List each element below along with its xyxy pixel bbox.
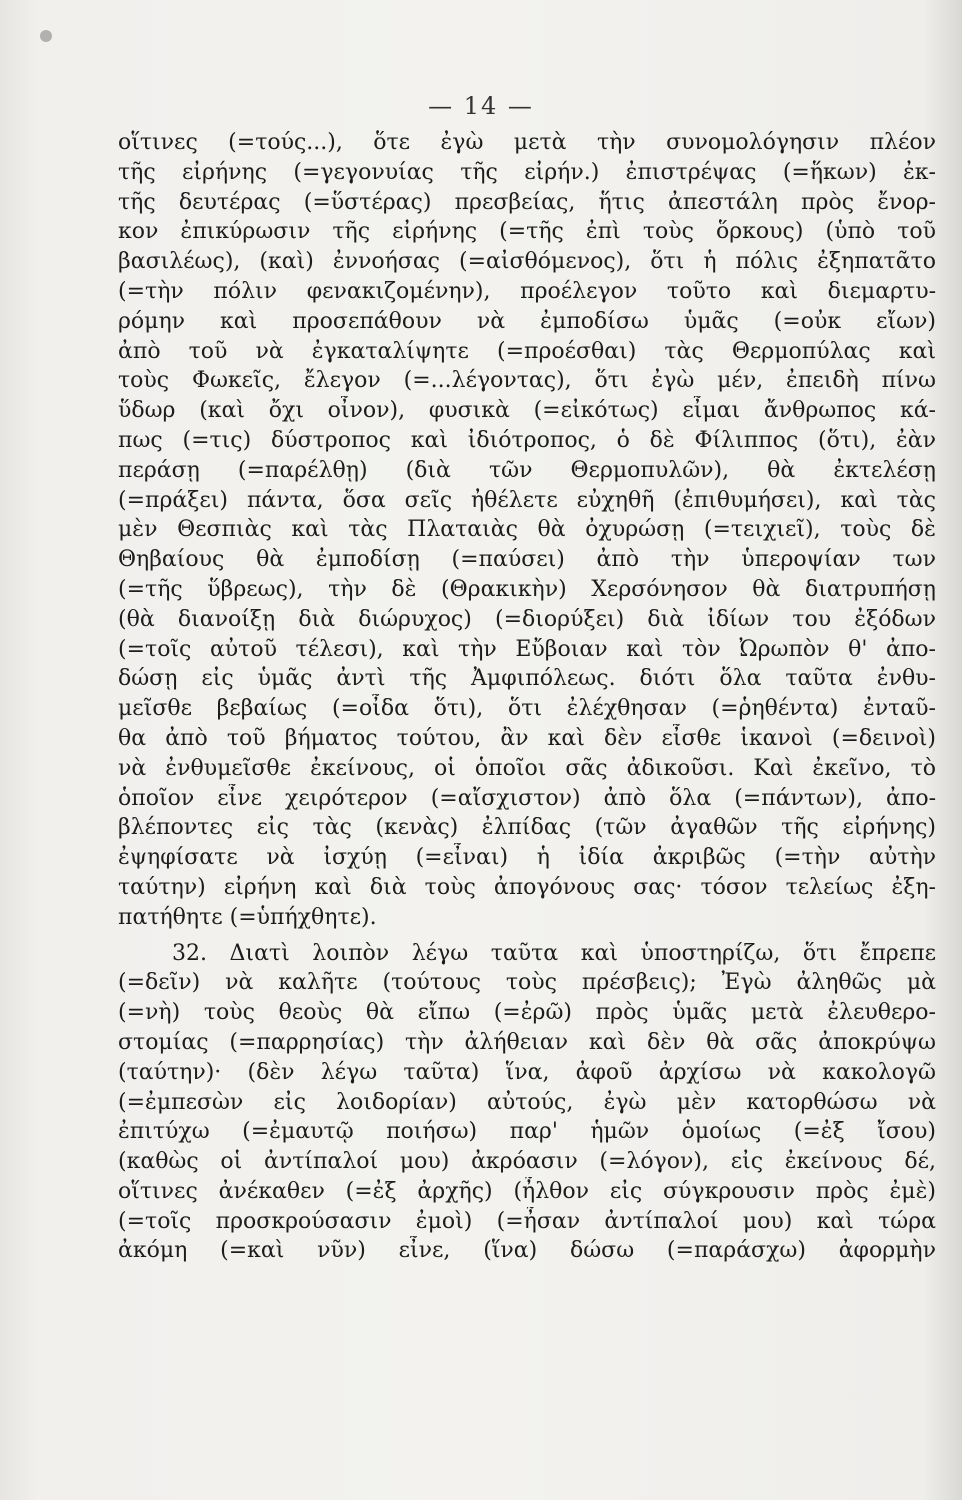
text-line: ἐψηφίσατε νὰ ἰσχύῃ (=εἶναι) ἡ ἰδία ἀκριβῶς (=τὴν αὐτὴν	[118, 845, 936, 871]
page-number: — 14 —	[428, 92, 534, 120]
text-line: κον ἐπικύρωσιν τῆς εἰρήνης (=τῆς ἐπὶ τοὺς ὅρκους) (ὑπὸ τοῦ	[118, 219, 936, 245]
text-line: βλέποντες εἰς τὰς (κενὰς) ἐλπίδας (τῶν ἀγαθῶν τῆς εἰρήνης)	[118, 815, 936, 841]
text-line: (καθὼς οἱ ἀντίπαλοί μου) ἀκρόασιν (=λόγον), εἰς ἐκείνους δέ,	[118, 1149, 936, 1175]
text-line: μὲν Θεσπιὰς καὶ τὰς Πλαταιὰς θὰ ὀχυρώσῃ (=τειχιεῖ), τοὺς δὲ	[118, 517, 936, 543]
ink-spot	[40, 30, 52, 42]
text-line: βασιλέως), (καὶ) ἐννοήσας (=αἰσθόμενος), ὅτι ἡ πόλις ἐξηπατᾶτο	[118, 249, 936, 275]
text-line: (=πράξει) πάντα, ὅσα σεῖς ἠθέλετε εὐχηθῆ (ἐπιθυμήσει), καὶ τὰς	[118, 487, 936, 513]
text-line: (=δεῖν) νὰ καλῆτε (τούτους τοὺς πρέσβεις); Ἐγὼ ἀληθῶς μὰ	[118, 970, 936, 996]
text-line: δώσῃ εἰς ὑμᾶς ἀντὶ τῆς Ἀμφιπόλεως. διότι ὅλα ταῦτα ἐνθυ-	[118, 666, 936, 692]
text-line: ταύτην) εἰρήνη καὶ διὰ τοὺς ἀπογόνους σας· τόσον τελείως ἐξη-	[118, 874, 936, 900]
text-line: νὰ ἐνθυμεῖσθε ἐκείνους, οἱ ὁποῖοι σᾶς ἀδικοῦσι. Καὶ ἐκεῖνο, τὸ	[118, 755, 936, 781]
text-line: ὁποῖον εἶνε χειρότερον (=αἴσχιστον) ἀπὸ ὅλα (=πάντων), ἀπο-	[118, 785, 936, 811]
text-line: ἀκόμη (=καὶ νῦν) εἶνε, (ἵνα) δώσω (=παράσχω) ἀφορμὴν	[118, 1238, 936, 1264]
text-line: (=τοῖς προσκρούσασιν ἐμοὶ) (=ἦσαν ἀντίπαλοί μου) καὶ τώρα	[118, 1208, 936, 1234]
text-line: θα ἀπὸ τοῦ βήματος τούτου, ἂν καὶ δὲν εἶσθε ἱκανοὶ (=δεινοὶ)	[118, 725, 936, 751]
text-line: μεῖσθε βεβαίως (=οἶδα ὅτι), ὅτι ἐλέχθησαν (=ῥηθέντα) ἐνταῦ-	[118, 696, 936, 722]
section-32-start: 32. Διατὶ λοιπὸν λέγω ταῦτα καὶ ὑποστηρίζω, ὅτι ἔπρεπε	[172, 940, 936, 966]
text-line: (ταύτην)· (δὲν λέγω ταῦτα) ἵνα, ἀφοῦ ἀρχίσω νὰ κακολογῶ	[118, 1059, 936, 1085]
text-line: οἵτινες (=τούς...), ὅτε ἐγὼ μετὰ τὴν συνομολόγησιν πλέον	[118, 130, 936, 155]
text-line: πως (=τις) δύστροπος καὶ ἰδιότροπος, ὁ δὲ Φίλιππος (ὅτι), ἐὰν	[118, 427, 936, 453]
text-line: στομίας (=παρρησίας) τὴν ἀλήθειαν καὶ δὲν θὰ σᾶς ἀποκρύψω	[118, 1029, 936, 1055]
text-line: περάσῃ (=παρέλθῃ) (διὰ τῶν Θερμοπυλῶν), θὰ ἐκτελέσῃ	[118, 457, 936, 483]
text-line: (=τοῖς αὐτοῦ τέλεσι), καὶ τὴν Εὔβοιαν καὶ τὸν Ὠρωπὸν θ' ἀπο-	[118, 636, 936, 662]
text-line: τοὺς Φωκεῖς, ἔλεγον (=...λέγοντας), ὅτι ἐγὼ μέν, ἐπειδὴ πίνω	[118, 368, 936, 394]
text-line: (=ἐμπεσὼν εἰς λοιδορίαν) αὐτούς, ἐγὼ μὲν κατορθώσω νὰ	[118, 1089, 936, 1115]
text-line: ρόμην καὶ προσεπάθουν νὰ ἐμποδίσω ὑμᾶς (=οὐκ εἴων)	[118, 308, 936, 334]
text-line: (=τὴν πόλιν φενακιζομένην), προέλεγον τοῦτο καὶ διεμαρτυ-	[118, 278, 936, 304]
body-text	[118, 128, 936, 1266]
text-line: τῆς εἰρήνης (=γεγονυίας τῆς εἰρήν.) ἐπιστρέψας (=ἥκων) ἐκ-	[118, 159, 936, 185]
text-line: οἵτινες ἀνέκαθεν (=ἐξ ἀρχῆς) (ἦλθον εἰς σύγκρουσιν πρὸς ἐμὲ)	[118, 1178, 936, 1204]
text-line: πατήθητε (=ὑπήχθητε).	[118, 904, 377, 930]
text-line: τῆς δευτέρας (=ὕστέρας) πρεσβείας, ἥτις ἀπεστάλη πρὸς ἔνορ-	[118, 189, 936, 215]
text-line: ἀπὸ τοῦ νὰ ἐγκαταλίψητε (=προέσθαι) τὰς Θερμοπύλας καὶ	[118, 338, 936, 364]
text-line: (=τῆς ὕβρεως), τὴν δὲ (Θρακικὴν) Χερσόνησον θὰ διατρυπήσῃ	[118, 576, 936, 602]
text-line: ἐπιτύχω (=ἐμαυτῷ ποιήσω) παρ' ἡμῶν ὁμοίως (=ἐξ ἴσου)	[118, 1119, 936, 1145]
text-line: (θὰ διανοίξῃ διὰ διώρυχος) (=διορύξει) διὰ ἰδίων του ἐξόδων	[118, 606, 936, 632]
text-line: Θηβαίους θὰ ἐμποδίσῃ (=παύσει) ἀπὸ τὴν ὑπεροψίαν των	[118, 547, 936, 573]
text-line: (=νὴ) τοὺς θεοὺς θὰ εἴπω (=ἐρῶ) πρὸς ὑμᾶς μετὰ ἐλευθερο-	[118, 1000, 936, 1026]
text-line: ὕδωρ (καὶ ὄχι οἶνον), φυσικὰ (=εἰκότως) εἶμαι ἄνθρωπος κά-	[118, 398, 936, 424]
